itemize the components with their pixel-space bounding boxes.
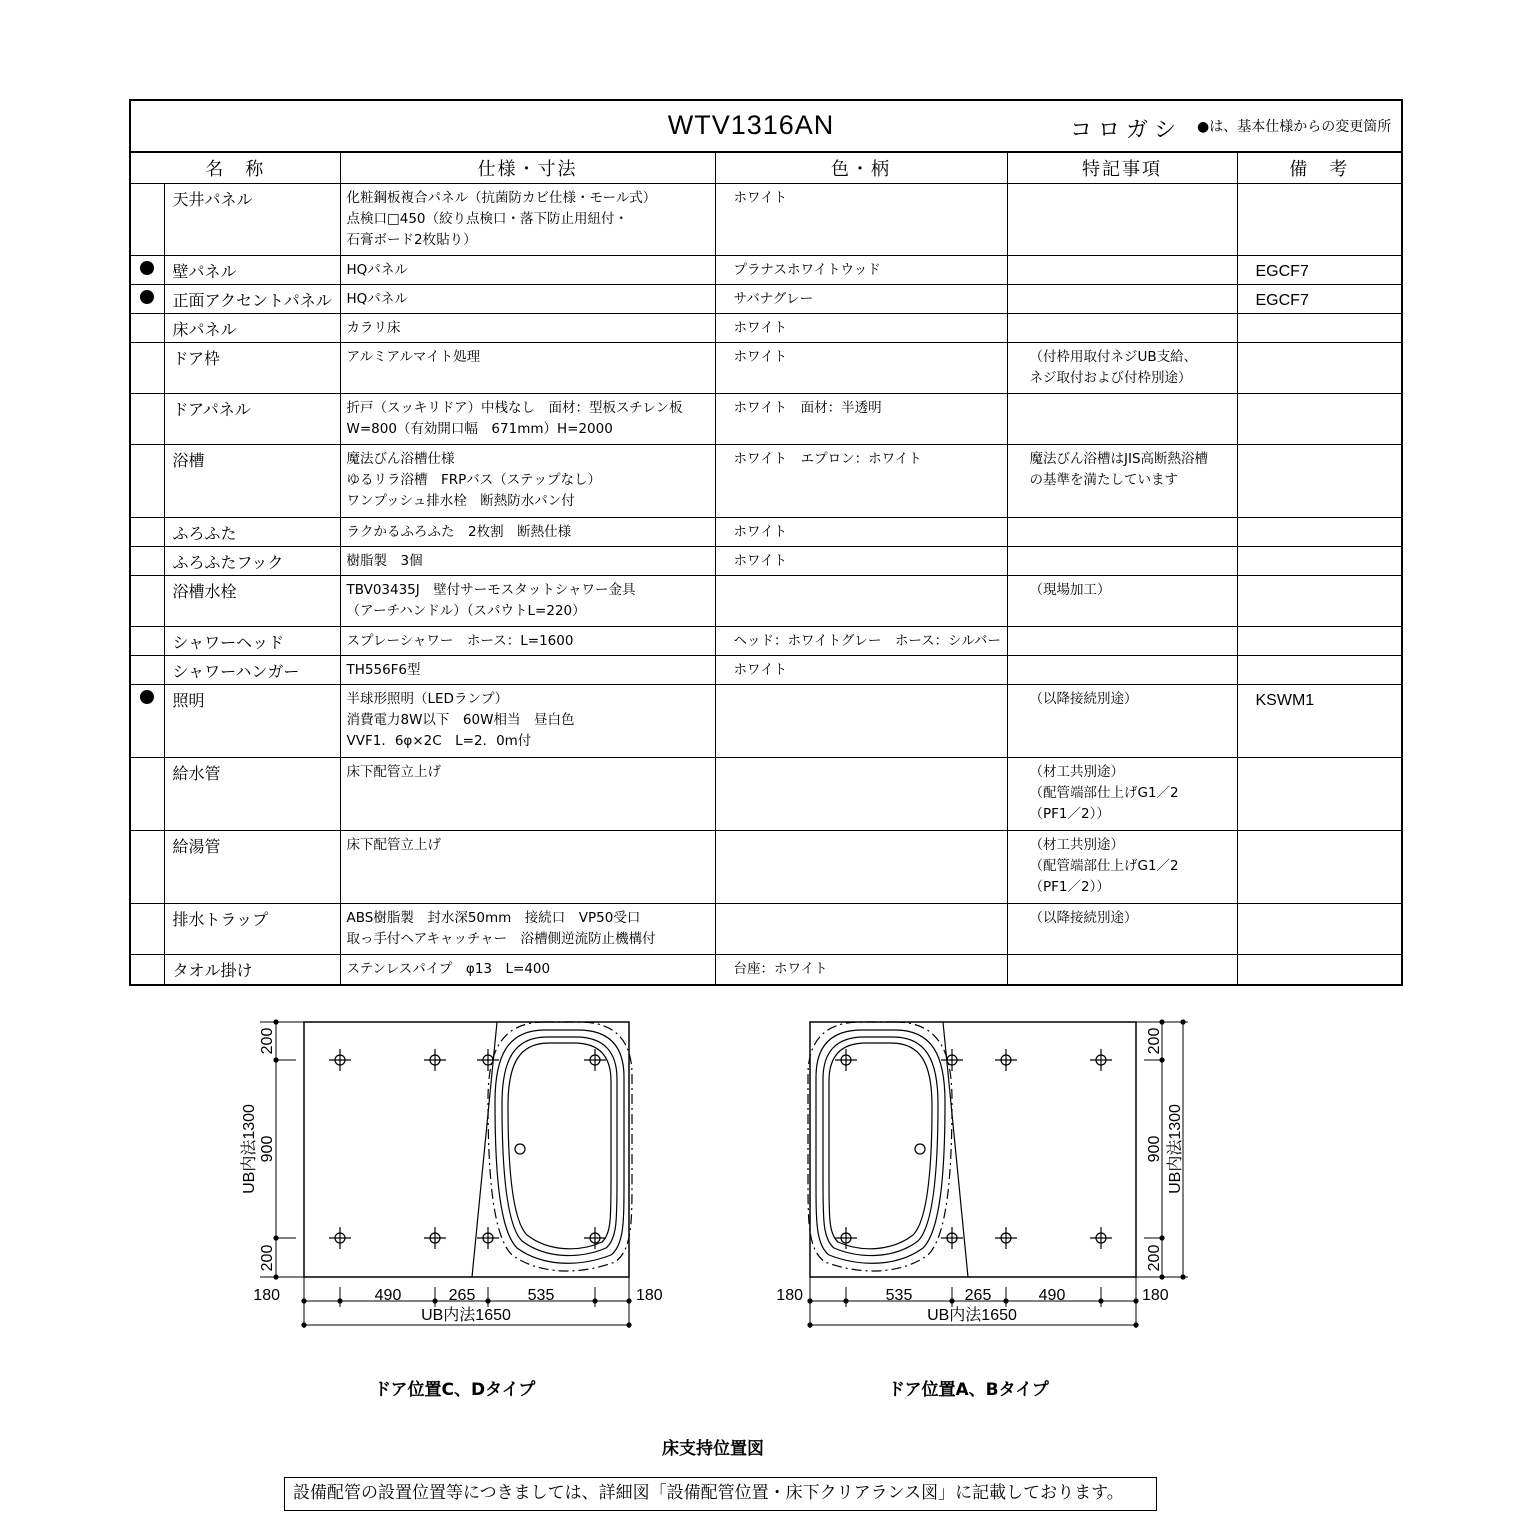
footnote-box: 設備配管の設置位置等につきましては、詳細図「設備配管位置・床下クリアランス図」に記載しております。 xyxy=(284,1477,1157,1511)
item-name: ドアパネル xyxy=(164,394,340,445)
spec-text-line: 床下配管立上げ xyxy=(346,764,441,780)
dim-right-200-bottom: 200 xyxy=(1146,1244,1163,1272)
dim-lines-right xyxy=(810,1022,1188,1328)
item-name: 床パネル xyxy=(164,314,340,343)
note-text-line: （付枠用取付ネジUB支給、 xyxy=(1029,349,1198,365)
spec-text-line: カラリ床 xyxy=(346,320,401,336)
dim-left-200-top: 200 xyxy=(259,1027,276,1055)
color-text-line: ホワイト xyxy=(733,553,788,569)
caption-right-diagram: ドア位置A、Bタイプ xyxy=(888,1380,1049,1400)
caption-left-diagram: ドア位置C、Dタイプ xyxy=(374,1380,536,1400)
dim-right-265: 265 xyxy=(964,1287,992,1304)
series-name: コロガシ xyxy=(1070,118,1183,143)
spec-text-line: TH556F6型 xyxy=(346,662,421,678)
note-text-line: （配管端部仕上げG1／2 xyxy=(1029,785,1179,801)
dim-lines-left xyxy=(260,1022,629,1328)
item-name: 浴槽水栓 xyxy=(164,576,340,627)
color-text-line: サバナグレー xyxy=(733,291,814,307)
dim-labels-right xyxy=(776,1028,1184,1324)
item-name: 正面アクセントパネル xyxy=(164,285,340,314)
note-text-line: 魔法びん浴槽はJIS高断熱浴槽 xyxy=(1029,451,1209,467)
dim-left-535: 535 xyxy=(527,1287,555,1304)
color-text-line: ホワイト xyxy=(733,524,788,540)
color-text-line: ホワイト xyxy=(733,349,788,365)
spec-text-line: （アーチハンドル）（スパウトL=220） xyxy=(346,603,586,619)
item-name: 給水管 xyxy=(164,758,340,831)
dim-right-180b: 180 xyxy=(1142,1287,1169,1304)
spec-text-line: W=800（有効開口幅 671mm）H=2000 xyxy=(346,421,613,437)
item-name: タオル掛け xyxy=(164,955,340,984)
remark-text: EGCF7 xyxy=(1237,285,1401,314)
col-header-remark: 備 考 xyxy=(1237,153,1401,184)
note-text-line: （PF1／2）） xyxy=(1029,806,1110,822)
item-name: 照明 xyxy=(164,685,340,758)
spec-text-line: ラクかるふろふた 2枚割 断熱仕様 xyxy=(346,524,572,540)
spec-text-line: 樹脂製 3個 xyxy=(346,553,423,569)
spec-text-line: 床下配管立上げ xyxy=(346,837,441,853)
spec-text-line: 取っ手付ヘアキャッチャー 浴槽側逆流防止機構付 xyxy=(346,931,656,947)
spec-text-line: ゆるリラ浴槽 FRPバス（ステップなし） xyxy=(346,472,602,488)
dim-left-200-bottom: 200 xyxy=(259,1244,276,1272)
spec-text-line: スプレーシャワー ホース：L=1600 xyxy=(346,633,574,649)
col-header-note: 特記事項 xyxy=(1007,153,1237,184)
item-name: 壁パネル xyxy=(164,256,340,285)
dim-right-200-top: 200 xyxy=(1146,1027,1163,1055)
spec-text-line: 消費電力8W以下 60W相当 昼白色 xyxy=(346,712,575,728)
spec-text-line: ステンレスパイプ φ13 L=400 xyxy=(346,961,551,977)
dim-left-total-width: UB内法1650 xyxy=(421,1307,511,1324)
item-name: ドア枠 xyxy=(164,343,340,394)
dim-right-180a: 180 xyxy=(776,1287,803,1304)
color-text-line: ホワイト エプロン：ホワイト xyxy=(733,451,922,467)
col-header-spec: 仕様・寸法 xyxy=(340,153,715,184)
note-text-line: （配管端部仕上げG1／2 xyxy=(1029,858,1179,874)
dim-left-490: 490 xyxy=(374,1287,402,1304)
change-legend: ●は、基本仕様からの変更箇所 xyxy=(1197,119,1392,135)
dim-left-total-depth: UB内法1300 xyxy=(241,1104,258,1194)
item-name: 浴槽 xyxy=(164,445,340,518)
spec-text-line: TBV03435J 壁付サーモスタットシャワー金具 xyxy=(346,582,636,598)
color-text-line: プラナスホワイトウッド xyxy=(733,262,881,278)
note-text-line: （以降接続別途） xyxy=(1029,691,1138,707)
color-text-line: ホワイト xyxy=(733,320,788,336)
item-name: ふろふたフック xyxy=(164,547,340,576)
col-header-color: 色・柄 xyxy=(715,153,1007,184)
spec-text-line: 点検口□450（絞り点検口・落下防止用紐付・ xyxy=(346,211,629,227)
dim-right-total-depth: UB内法1300 xyxy=(1167,1104,1184,1194)
spec-text-line: 石膏ボード2枚貼り） xyxy=(346,232,477,248)
plan-left xyxy=(260,1019,632,1328)
dim-left-180a: 180 xyxy=(253,1287,280,1304)
model-title: WTV1316AN xyxy=(667,110,835,140)
dim-left-180b: 180 xyxy=(636,1287,663,1304)
item-name: シャワーヘッド xyxy=(164,627,340,656)
note-text-line: （材工共別途） xyxy=(1029,837,1124,853)
note-text-line: （材工共別途） xyxy=(1029,764,1124,780)
item-name: 排水トラップ xyxy=(164,904,340,955)
spec-text-line: ABS樹脂製 封水深50mm 接続口 VP50受口 xyxy=(346,910,641,926)
spec-text-line: VVF1．6φ×2C L=2．0m付 xyxy=(346,733,532,749)
item-name: 天井パネル xyxy=(164,184,340,256)
item-name: 給湯管 xyxy=(164,831,340,904)
spec-text-line: HQパネル xyxy=(346,291,408,307)
item-name: ふろふた xyxy=(164,518,340,547)
spec-text-line: 化粧鋼板複合パネル（抗菌防カビ仕様・モール式） xyxy=(346,190,657,206)
spec-text-line: HQパネル xyxy=(346,262,408,278)
dim-right-900: 900 xyxy=(1146,1135,1163,1163)
item-name: シャワーハンガー xyxy=(164,656,340,685)
remark-text: EGCF7 xyxy=(1237,256,1401,285)
dim-left-265: 265 xyxy=(448,1287,476,1304)
spec-text-line: ワンプッシュ排水栓 断熱防水パン付 xyxy=(346,493,575,509)
dim-right-490: 490 xyxy=(1038,1287,1066,1304)
plan-right xyxy=(807,1019,1188,1328)
dim-right-535: 535 xyxy=(885,1287,913,1304)
spec-text-line: 魔法びん浴槽仕様 xyxy=(346,451,455,467)
spec-text-line: アルミアルマイト処理 xyxy=(346,349,481,365)
spec-text-line: 折戸（スッキリドア）中桟なし 面材：型板スチレン板 xyxy=(346,400,683,416)
note-text-line: （PF1／2）） xyxy=(1029,879,1110,895)
note-text-line: の基準を満たしています xyxy=(1029,472,1178,488)
color-text-line: ホワイト xyxy=(733,662,788,678)
col-header-name: 名 称 xyxy=(131,153,340,184)
bathtub-right-outline xyxy=(808,1022,952,1271)
remark-text: KSWM1 xyxy=(1237,685,1401,758)
color-text-line: ホワイト 面材：半透明 xyxy=(733,400,882,416)
note-text-line: （以降接続別途） xyxy=(1029,910,1138,926)
color-text-line: ヘッド：ホワイトグレー ホース：シルバー xyxy=(733,633,1001,649)
dim-right-total-width: UB内法1650 xyxy=(927,1307,1017,1324)
color-text-line: ホワイト xyxy=(733,190,788,206)
figure-title: 床支持位置図 xyxy=(662,1439,764,1459)
spec-text-line: 半球形照明（LEDランプ） xyxy=(346,691,509,707)
color-text-line: 台座：ホワイト xyxy=(733,961,828,977)
note-text-line: ネジ取付および付枠別途） xyxy=(1029,370,1192,386)
bathtub-left-outline xyxy=(488,1022,632,1271)
note-text-line: （現場加工） xyxy=(1029,582,1111,598)
dim-left-900: 900 xyxy=(259,1135,276,1163)
